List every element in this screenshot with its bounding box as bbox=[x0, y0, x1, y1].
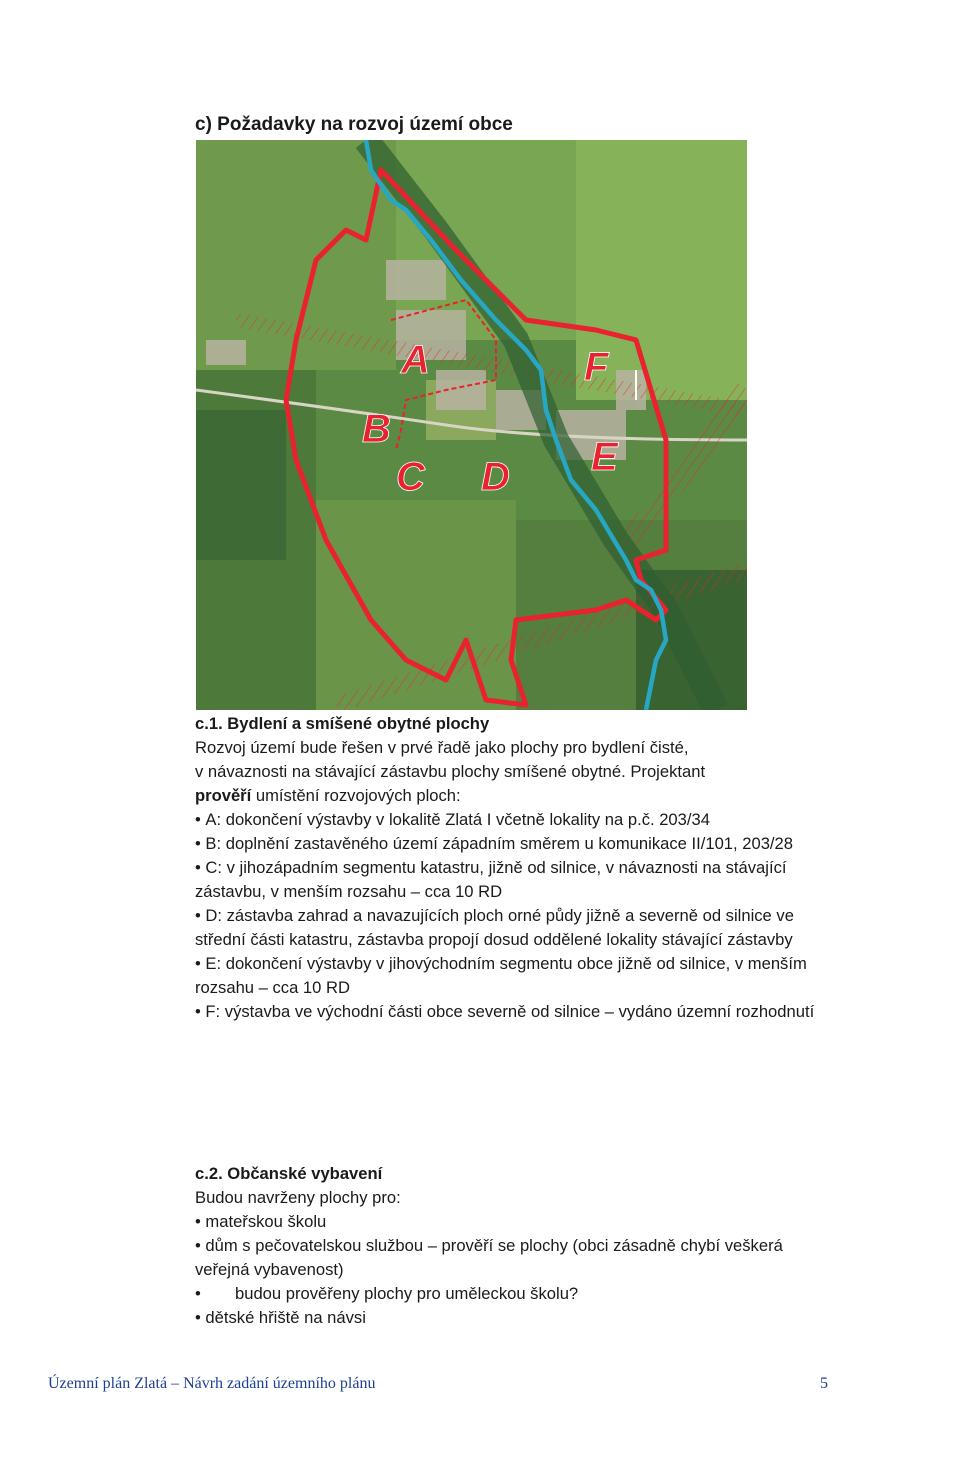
page-number: 5 bbox=[820, 1375, 828, 1392]
c1-item-d: • D: zástavba zahrad a navazujících ploch orné půdy jižně a severně od silnice ve střední části katastru, zástavba propojí dosud oddělené lokality stávající zástavby bbox=[195, 904, 835, 952]
c1-item-f: • F: výstavba ve východní části obce severně od silnice – vydáno územní rozhodnutí bbox=[195, 1000, 835, 1024]
forest-west bbox=[196, 410, 286, 560]
section-heading: c) Požadavky na rozvoj území obce bbox=[195, 114, 513, 135]
c1-item-e: • E: dokončení výstavby v jihovýchodním segmentu obce jižně od silnice, v menším rozsahu – cca 10 RD bbox=[195, 952, 835, 1000]
c1-intro-1: Rozvoj území bude řešen v prvé řadě jako plochy pro bydlení čisté, bbox=[195, 738, 689, 757]
c2-intro: Budou navrženy plochy pro: bbox=[195, 1188, 401, 1207]
map-label-d: D bbox=[481, 455, 510, 499]
c1-intro-3-bold: prověří bbox=[195, 786, 252, 805]
c1-item-a: • A: dokončení výstavby v lokalitě Zlatá I včetně lokality na p.č. 203/34 bbox=[195, 808, 835, 832]
c2-item-4: • dětské hřiště na návsi bbox=[195, 1306, 835, 1330]
c1-intro-3 bbox=[195, 784, 835, 808]
map-label-a: A bbox=[401, 338, 430, 382]
c1-item-c: • C: v jihozápadním segmentu katastru, jižně od silnice, v návaznosti na stávající zástavbu, v menším rozsahu – cca 10 RD bbox=[195, 856, 835, 904]
c1-intro-2: v návaznosti na stávající zástavbu plochy smíšené obytné. Projektant bbox=[195, 762, 706, 781]
footer-title: Územní plán Zlatá – Návrh zadání územního plánu bbox=[48, 1375, 376, 1392]
c2-title: c.2. Občanské vybavení bbox=[195, 1164, 383, 1183]
c2-item-2: • dům s pečovatelskou službou – prověří se plochy (obci zásadně chybí veškerá veřejná vybavenost) bbox=[195, 1234, 835, 1282]
c1-title: c.1. Bydlení a smíšené obytné plochy bbox=[195, 714, 490, 733]
map-label-e: E bbox=[591, 435, 618, 479]
section-c2 bbox=[195, 1162, 835, 1330]
map-svg bbox=[196, 140, 747, 710]
c1-intro-3-rest: umístění rozvojových ploch: bbox=[251, 786, 461, 805]
section-c1 bbox=[195, 712, 835, 1024]
c2-item-3: • budou prověřeny plochy pro uměleckou školu? bbox=[195, 1282, 835, 1306]
map-label-b: B bbox=[362, 407, 391, 451]
c1-item-b: • B: doplnění zastavěného území západním směrem u komunikace II/101, 203/28 bbox=[195, 832, 835, 856]
map-label-f: F bbox=[584, 345, 609, 389]
map-label-c: C bbox=[396, 455, 425, 499]
c2-item-1: • mateřskou školu bbox=[195, 1210, 835, 1234]
aerial-map bbox=[196, 140, 747, 710]
